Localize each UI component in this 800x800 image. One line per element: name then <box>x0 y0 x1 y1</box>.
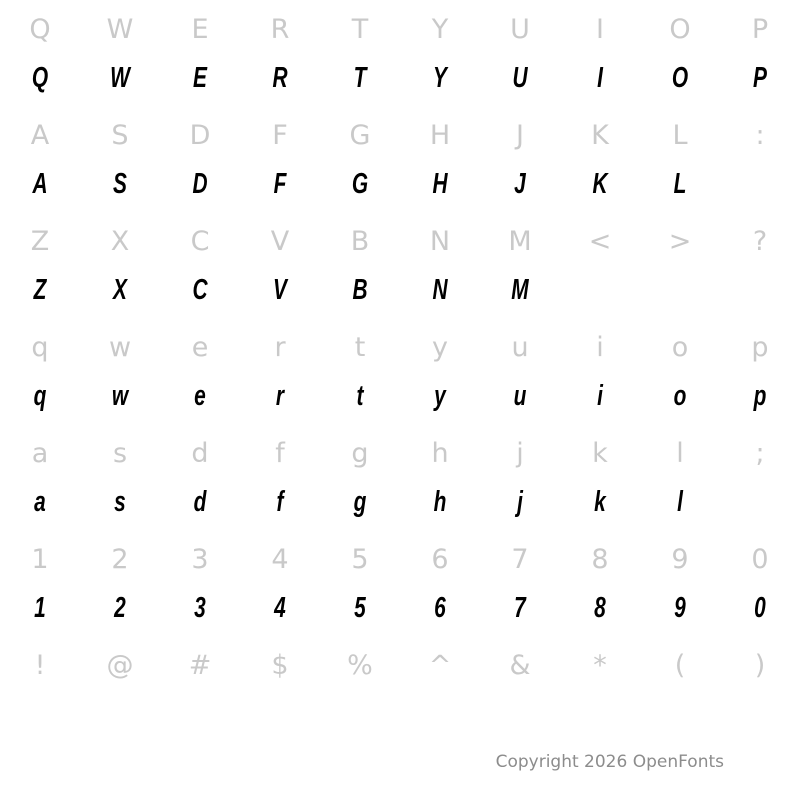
glyph-cell: j <box>516 438 524 469</box>
glyph-cell: O <box>669 14 691 45</box>
glyph-cell: u <box>511 332 529 363</box>
glyph-cell: D <box>192 168 208 200</box>
glyph-cell: 0 <box>754 592 766 624</box>
glyph-cell: H <box>429 120 451 151</box>
glyph-cell: A <box>32 168 48 200</box>
glyph-cell: q <box>31 332 49 363</box>
glyph-cell: E <box>193 62 207 94</box>
glyph-cell: f <box>275 438 285 469</box>
glyph-cell: 6 <box>431 544 449 575</box>
glyph-cell: # <box>188 650 212 681</box>
glyph-cell: g <box>353 486 367 518</box>
glyph-cell: g <box>351 438 369 469</box>
glyph-cell: p <box>751 332 769 363</box>
glyph-row-reference <box>0 216 800 266</box>
glyph-row-sample <box>0 478 800 534</box>
glyph-cell: ^ <box>428 650 452 681</box>
glyph-cell: W <box>106 14 134 45</box>
glyph-cell: K <box>591 120 609 151</box>
glyph-cell: I <box>597 62 603 94</box>
glyph-cell: t <box>356 380 364 412</box>
glyph-cell: k <box>592 438 608 469</box>
glyph-row-sample <box>0 584 800 640</box>
glyph-cell: L <box>672 120 688 151</box>
glyph-cell: ) <box>754 650 766 681</box>
glyph-cell: E <box>191 14 209 45</box>
glyph-cell: 3 <box>194 592 206 624</box>
glyph-cell: 0 <box>751 544 769 575</box>
glyph-row-sample <box>0 372 800 428</box>
glyph-cell: f <box>276 486 284 518</box>
glyph-cell: 9 <box>671 544 689 575</box>
glyph-cell: 3 <box>191 544 209 575</box>
glyph-cell: i <box>597 380 603 412</box>
glyph-cell: O <box>671 62 689 94</box>
glyph-cell: 8 <box>591 544 609 575</box>
glyph-cell <box>651 266 709 322</box>
glyph-cell: : <box>755 120 765 151</box>
glyph-cell: d <box>193 486 207 518</box>
glyph-cell: N <box>429 226 451 257</box>
glyph-cell <box>731 266 789 322</box>
glyph-row-sample <box>0 266 800 322</box>
glyph-cell: J <box>514 168 526 200</box>
glyph-cell: U <box>510 14 530 45</box>
glyph-cell: K <box>592 168 608 200</box>
glyph-cell: i <box>596 332 604 363</box>
glyph-cell: ? <box>752 226 768 257</box>
glyph-cell: r <box>274 332 286 363</box>
glyph-cell: Y <box>431 14 449 45</box>
glyph-cell: 5 <box>354 592 366 624</box>
glyph-cell: 8 <box>594 592 606 624</box>
glyph-cell: 1 <box>34 592 46 624</box>
glyph-cell: 6 <box>434 592 446 624</box>
glyph-cell: X <box>110 226 130 257</box>
glyph-cell: $ <box>271 650 289 681</box>
glyph-cell <box>571 266 629 322</box>
glyph-cell: V <box>270 226 290 257</box>
glyph-cell: L <box>673 168 687 200</box>
glyph-cell: J <box>516 120 524 151</box>
glyph-cell: s <box>114 486 126 518</box>
glyph-cell: D <box>189 120 211 151</box>
glyph-cell: p <box>753 380 767 412</box>
glyph-cell: T <box>351 14 369 45</box>
glyph-cell: 5 <box>351 544 369 575</box>
glyph-cell: P <box>751 14 769 45</box>
glyph-cell: 4 <box>274 592 286 624</box>
glyph-cell: 2 <box>111 544 129 575</box>
glyph-row-reference <box>0 322 800 372</box>
glyph-cell: 4 <box>271 544 289 575</box>
glyph-cell: s <box>112 438 128 469</box>
glyph-cell: Y <box>433 62 447 94</box>
glyph-row-reference <box>0 428 800 478</box>
glyph-cell: R <box>270 14 290 45</box>
glyph-row-sample <box>0 160 800 216</box>
glyph-cell: 7 <box>514 592 526 624</box>
glyph-cell: N <box>432 274 448 306</box>
glyph-cell: y <box>432 332 448 363</box>
glyph-cell: 9 <box>674 592 686 624</box>
glyph-cell: Z <box>33 274 47 306</box>
glyph-cell: t <box>354 332 366 363</box>
glyph-cell: q <box>33 380 47 412</box>
glyph-cell: P <box>753 62 767 94</box>
glyph-cell: B <box>350 226 370 257</box>
glyph-cell: 2 <box>114 592 126 624</box>
glyph-cell: > <box>668 226 692 257</box>
glyph-cell: ( <box>674 650 686 681</box>
glyph-cell: ; <box>755 438 765 469</box>
glyph-row-reference <box>0 534 800 584</box>
glyph-cell: h <box>433 486 447 518</box>
glyph-cell: & <box>509 650 531 681</box>
glyph-cell: A <box>30 120 50 151</box>
glyph-cell: l <box>676 438 684 469</box>
glyph-cell: r <box>275 380 285 412</box>
glyph-cell: k <box>594 486 606 518</box>
glyph-cell <box>731 160 789 216</box>
glyph-cell: @ <box>106 650 134 681</box>
glyph-cell: y <box>434 380 446 412</box>
glyph-cell: U <box>512 62 528 94</box>
glyph-cell: e <box>191 332 209 363</box>
glyph-cell: Q <box>29 14 51 45</box>
glyph-cell: o <box>673 380 687 412</box>
glyph-cell: V <box>273 274 287 306</box>
glyph-cell: * <box>593 650 607 681</box>
glyph-cell <box>731 478 789 534</box>
glyph-cell: I <box>596 14 604 45</box>
glyph-cell: T <box>353 62 367 94</box>
glyph-cell: h <box>431 438 449 469</box>
glyph-cell: Q <box>31 62 49 94</box>
glyph-row-reference <box>0 110 800 160</box>
glyph-cell: u <box>513 380 527 412</box>
glyph-cell: B <box>352 274 368 306</box>
glyph-cell: ! <box>34 650 46 681</box>
glyph-cell: C <box>192 274 208 306</box>
glyph-cell: H <box>432 168 448 200</box>
glyph-row-sample <box>0 54 800 110</box>
glyph-cell: Z <box>30 226 50 257</box>
glyph-cell: e <box>194 380 206 412</box>
glyph-cell: o <box>671 332 689 363</box>
glyph-cell: W <box>110 62 130 94</box>
glyph-cell: S <box>113 168 127 200</box>
glyph-cell: F <box>272 120 288 151</box>
glyph-cell: R <box>272 62 288 94</box>
glyph-cell: < <box>588 226 612 257</box>
glyph-cell: d <box>191 438 209 469</box>
glyph-cell: w <box>108 332 132 363</box>
glyph-cell: % <box>347 650 373 681</box>
glyph-cell: S <box>111 120 129 151</box>
glyph-cell: w <box>111 380 129 412</box>
glyph-row-reference <box>0 640 800 690</box>
glyph-cell: a <box>31 438 49 469</box>
glyph-cell: l <box>677 486 683 518</box>
glyph-cell: 7 <box>511 544 529 575</box>
glyph-cell: j <box>517 486 523 518</box>
glyph-cell: C <box>190 226 210 257</box>
copyright-notice: Copyright 2026 OpenFonts <box>495 752 724 772</box>
glyph-cell: 1 <box>31 544 49 575</box>
glyph-cell: X <box>113 274 127 306</box>
glyph-row-reference <box>0 4 800 54</box>
glyph-cell: M <box>511 274 529 306</box>
glyph-cell: G <box>349 120 371 151</box>
glyph-cell: F <box>273 168 287 200</box>
glyph-cell: G <box>351 168 369 200</box>
glyph-cell: a <box>34 486 46 518</box>
glyph-cell: M <box>508 226 532 257</box>
